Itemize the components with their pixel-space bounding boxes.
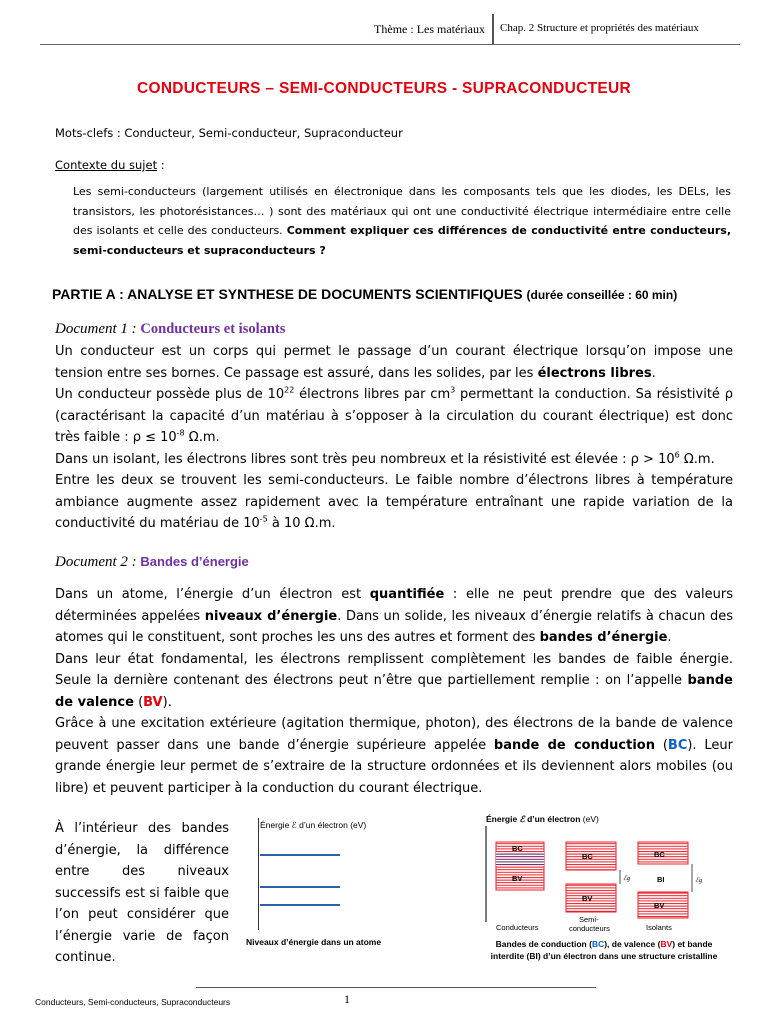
insulator-bands <box>638 842 703 918</box>
context-text: Les semi-conducteurs (largement utilisés en électronique dans les composants tels que les diodes, les DELs, les transistors, les photorésistances… ) sont des matériaux qui ont une conductivité électrique intermédiaire entre celle des isolants et celle des conducteurs. <box>73 185 731 237</box>
figure-atomic-levels <box>258 818 420 938</box>
doc2-text: ( <box>654 737 668 753</box>
doc1-text: Entre les deux se trouvent les semi-conducteurs. Le faible nombre d’électrons libres à température ambiance augmente assez rapidement avec la température entraînant une rapide variation de la conductivité du matériau de 10 <box>55 473 733 531</box>
doc1-text: Un conducteur est un corps qui permet le passage d’un courant électrique lorsqu’on impose une tension entre ses bornes. Ce passage est assuré, dans les solides, par les <box>55 344 733 381</box>
fig2-axis-title: Énergie ℰ d’un électron (eV) <box>486 814 599 824</box>
conductor-bc-label: BC <box>512 844 523 853</box>
col-conductors: Conducteurs <box>496 923 539 932</box>
doc1-title: Conducteurs et isolants <box>140 321 286 337</box>
doc2-bold: quantifiée <box>369 587 445 602</box>
fig1-caption: Niveaux d’énergie dans un atome <box>246 937 382 947</box>
figure-energy-bands <box>474 812 714 937</box>
doc2-label: Document 2 <box>55 554 128 570</box>
doc2-body <box>55 584 733 799</box>
doc2-text: . <box>667 630 672 645</box>
doc1-text: à 10 Ω.m. <box>267 516 336 531</box>
doc1-bold: électrons libres <box>537 365 652 381</box>
fig2-cap-text: ), de valence ( <box>604 939 661 949</box>
doc1-body <box>55 341 733 535</box>
fig2-cap-text: interdite (BI) d’un électron dans une structure cristalline <box>490 951 718 961</box>
doc1-sup: 6 <box>674 450 680 460</box>
doc2-heading <box>55 554 249 571</box>
doc2-text: ). Leur grande énergie leur permet de s’extraire de la structure ordonnées et ils deviennent alors mobiles (ou libre) et peuvent participer à la conduction du courant électrique. <box>55 737 733 796</box>
part-a-title: PARTIE A : ANALYSE ET SYNTHESE DE DOCUMENTS SCIENTIFIQUES <box>52 286 523 302</box>
header-chapter: Chap. 2 Structure et propriétés des matériaux <box>500 22 699 34</box>
semi-bv-label: BV <box>582 894 593 903</box>
doc2-bold: bandes d’énergie <box>539 630 668 645</box>
doc1-sup: 22 <box>284 385 295 395</box>
doc1-sep: : <box>127 321 141 337</box>
doc2-text: : elle ne peut prendre que des valeurs déterminées appelées <box>55 587 734 624</box>
doc2-bc: BC <box>667 737 688 753</box>
doc1-label: Document 1 <box>55 321 128 337</box>
doc2-text: . Dans un solide, les niveaux d’énergie relatifs à chacun des atomes qui le constituent, sont proches les uns des autres et forment des <box>55 608 734 645</box>
context-question: Comment expliquer ces différences de conductivité entre conducteurs, semi-conducteurs et supraconducteurs ? <box>73 224 731 257</box>
doc2-text: ). <box>162 694 172 710</box>
context-label-suffix: : <box>157 158 165 172</box>
doc2-sep: : <box>127 554 141 570</box>
context-label <box>55 158 165 172</box>
fig1-axis-title: Énergie ℰ d’un électron (eV) <box>260 820 367 830</box>
insulator-bi-label: BI <box>657 875 665 884</box>
doc1-sup: -5 <box>259 514 268 524</box>
doc2-bold: bande de valence <box>55 673 733 710</box>
doc2-bold: niveaux d’énergie <box>204 608 338 624</box>
header-rule <box>40 44 740 45</box>
fig2-cap-bv: BV <box>660 939 673 949</box>
doc1-text: Ω.m. <box>679 451 715 467</box>
conductor-bv-label: BV <box>512 874 523 883</box>
footer-title: Conducteurs, Semi-conducteurs, Supraconducteurs <box>35 997 231 1007</box>
fig2-cap-bc: BC <box>591 939 605 949</box>
col-semi-b: conducteurs <box>569 924 610 933</box>
doc1-text: permettant la conduction. Sa résistivité ρ (caractérisant la capacité d’un matériau à s’opposer à la circulation du courant électrique) est donc très faible : ρ ≤ 10 <box>55 387 733 445</box>
footer-rule <box>196 987 596 988</box>
doc1-text: Un conducteur possède plus de 10 <box>55 387 285 402</box>
energy-level-line <box>260 904 340 906</box>
page-title: CONDUCTEURS – SEMI-CONDUCTEURS - SUPRACONDUCTEUR <box>136 80 632 97</box>
doc1-sup: 3 <box>450 385 456 395</box>
part-a-heading <box>52 286 677 302</box>
header-theme: Thème : Les matériaux <box>374 22 485 36</box>
doc1-text: Ω.m. <box>184 430 220 445</box>
fig1-axis <box>258 818 259 930</box>
doc1-text: Dans un isolant, les électrons libres sont très peu nombreux et la résistivité est élevée : ρ > 10 <box>55 451 675 467</box>
semi-bc-label: BC <box>582 852 593 861</box>
doc2-text: Dans leur état fondamental, les électrons remplissent complètement les bandes de faible énergie. Seule la dernière contenant des électrons peut n’être que partiellement remplie : on l’appelle <box>55 651 733 688</box>
doc2-title: Bandes d’énergie <box>140 554 249 569</box>
col-insulators: Isolants <box>646 923 672 932</box>
doc1-heading <box>55 321 285 338</box>
doc2-side-text: À l’intérieur des bandes d’énergie, la différence entre des niveaux successifs est si faible que l’on peut considérer que l’énergie varie de façon continue. <box>55 821 229 965</box>
insulator-bv-label: BV <box>654 901 665 910</box>
context-body <box>73 182 731 260</box>
page-number: 1 <box>344 992 350 1006</box>
insulator-bc-label: BC <box>654 850 665 859</box>
energy-level-line <box>260 886 340 888</box>
doc2-bv: BV <box>143 694 163 710</box>
keywords: Mots-clefs : Conducteur, Semi-conducteur, Supraconducteur <box>55 126 403 140</box>
doc2-text: Dans un atome, l’énergie d’un électron est <box>55 587 370 602</box>
doc2-text: Grâce à une excitation extérieure (agitation thermique, photon), des électrons de la bande de valence peuvent passer dans une bande d’énergie supérieure appelée <box>55 716 733 753</box>
col-semi-a: Semi- <box>579 915 599 924</box>
insulator-gap-label: ℰg <box>695 877 703 884</box>
semiconductor-bands <box>566 842 631 912</box>
fig2-cap-text: ) et bande <box>672 939 713 949</box>
doc2-bold: bande de conduction <box>493 737 655 753</box>
part-a-duration: (durée conseillée : 60 min) <box>526 288 678 302</box>
doc1-text: . <box>651 365 656 381</box>
header-separator <box>492 14 494 44</box>
doc1-sup: -8 <box>176 428 185 438</box>
conductor-bands <box>496 842 544 890</box>
fig2-cap-text: Bandes de conduction ( <box>495 939 592 949</box>
energy-level-line <box>260 854 340 856</box>
semi-gap-label: ℰg <box>623 875 631 882</box>
conductor-overlap <box>496 852 544 866</box>
doc1-text: électrons libres par cm <box>294 387 451 402</box>
context-label-text: Contexte du sujet <box>55 158 158 172</box>
doc2-text: ( <box>133 694 144 710</box>
fig2-caption <box>482 938 726 962</box>
